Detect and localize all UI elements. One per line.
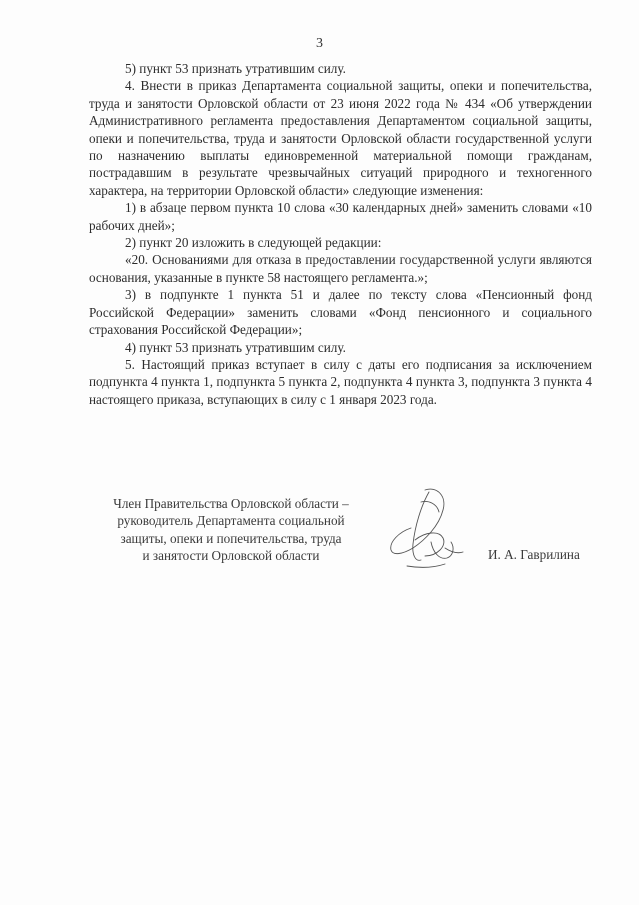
position-line: Член Правительства Орловской области – bbox=[113, 496, 349, 511]
paragraph-subitem-1: 1) в абзаце первом пункта 10 слова «30 календарных дней» заменить словами «10 рабочих дней»; bbox=[89, 200, 592, 233]
position-line: и занятости Орловской области bbox=[142, 548, 320, 564]
page-number: 3 bbox=[316, 36, 323, 51]
paragraph-section-4: 4. Внести в приказ Департамента социальной защиты, опеки и попечительства, труда и занятости Орловской области от 23 июня 2022 года № 434 «Об утверждении Административного регламента предоставления Департаментом социальной защиты, опеки и попечительства, труда и занятости Орловской области государственной услуги по назначению выплаты единовременной материальной помощи гражданам, пострадавшим в результате чрезвычайных ситуаций природного и техногенного характера, на территории Орловской области» следующие изменения: bbox=[89, 78, 592, 198]
position-line: руководитель Департамента социальной bbox=[117, 513, 345, 529]
handwritten-signature bbox=[385, 482, 465, 574]
paragraph-subitem-2: 2) пункт 20 изложить в следующей редакции: bbox=[125, 235, 382, 251]
document-body bbox=[89, 60, 592, 408]
signatory-position bbox=[86, 495, 376, 565]
signatory-name: И. А. Гаврилина bbox=[488, 547, 580, 562]
paragraph-subitem-3: 3) в подпункте 1 пункта 51 и далее по тексту слова «Пенсионный фонд Российской Федерации» заменить словами «Фонд пенсионного и социального страхования Российской Федерации»; bbox=[89, 287, 592, 338]
paragraph-item-5-clause-53: 5) пункт 53 признать утратившим силу. bbox=[125, 61, 346, 76]
paragraph-clause-20-text: «20. Основаниями для отказа в предоставлении государственной услуги являются основания, указанные в пункте 58 настоящего регламента.»; bbox=[89, 252, 592, 285]
paragraph-section-5: 5. Настоящий приказ вступает в силу с даты его подписания за исключением подпункта 4 пункта 1, подпункта 5 пункта 2, подпункта 4 пункта 3, подпункта 3 пункта 4 настоящего приказа, вступающих в силу с 1 января 2023 года. bbox=[89, 356, 592, 407]
paragraph-subitem-4: 4) пункт 53 признать утратившим силу. bbox=[125, 339, 346, 355]
position-line: защиты, опеки и попечительства, труда bbox=[120, 530, 342, 546]
